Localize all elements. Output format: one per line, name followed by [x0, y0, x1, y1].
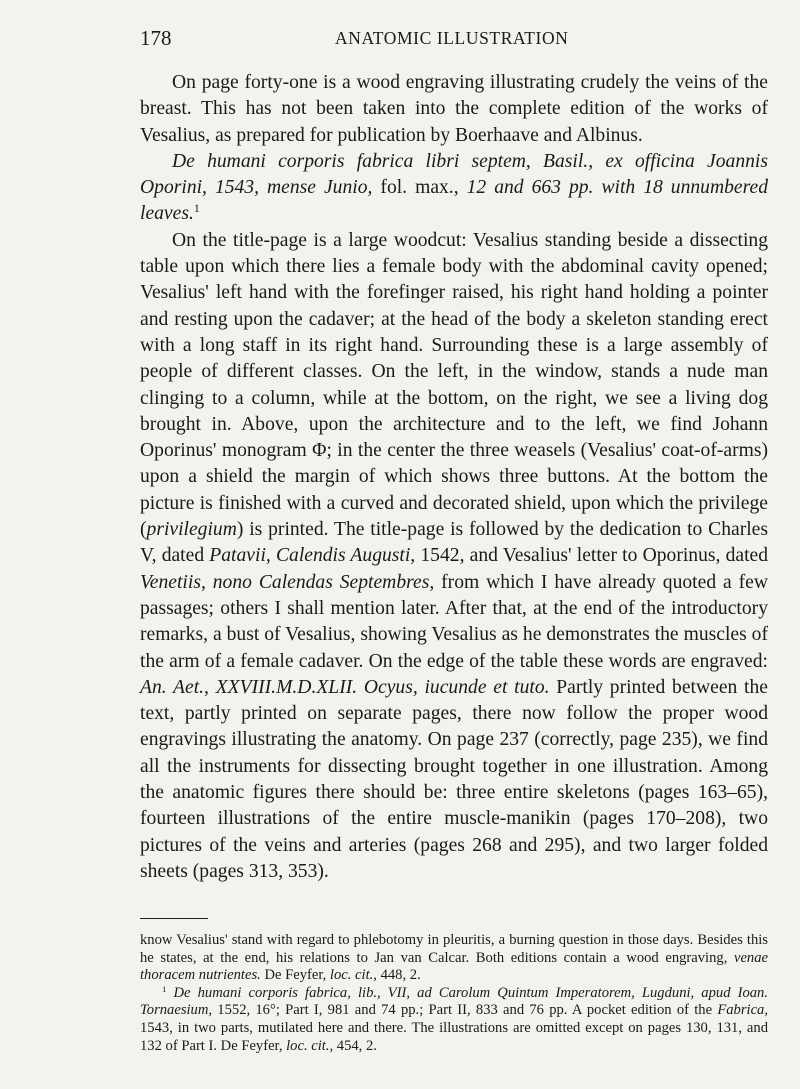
footnote-1-fabrica: Fabrica,: [717, 1002, 768, 1019]
footnote-1-text-a: 1552, 16°; Part I, 981 and 74 pp.; Part II, 833 and 76 pp. A pocket edition of the: [212, 1002, 718, 1019]
footnote-cont-loc: loc. cit.,: [329, 967, 377, 984]
table-inscription: An. Aet., XXVIII.M.D.XLII. Ocyus, iucunde et tuto.: [140, 676, 550, 698]
paragraph-2-citation: [140, 149, 768, 228]
footnote-cont-text-c: 448, 2.: [376, 967, 421, 984]
paragraph-3: [140, 228, 768, 885]
paragraph-3-text-c: 1542, and Vesalius' letter to Oporinus, dated: [415, 545, 769, 567]
paragraph-3-text-d: from which I have already quoted a few passages; others I shall mention later. After that, at the end of the introductory remarks, a bust of Vesalius, showing Vesalius as he demonstrates the muscles of the arm of a female cadaver. On the edge of the table these words are engraved:: [140, 571, 768, 672]
footnote-1-title: De humani corporis fabrica, lib., VII, ad Carolum Quintum Imperatorem, Lugduni, apud Ioan. Tornaesium,: [140, 984, 768, 1019]
paragraph-1: [140, 70, 768, 149]
page-number: 178: [140, 26, 172, 50]
citation-title: De humani corporis fabrica libri septem, Basil., ex officina Joannis Oporini, 1543, mense Junio,: [140, 150, 768, 199]
footnote-1-text-b: 1543, in two parts, mutilated here and there. The illustrations are omitted except on pages 130, 131, and 132 of Part I. De Feyfer,: [140, 1019, 768, 1054]
citation-pages: 12 and 663 pp. with 18 unnumbered leaves.: [140, 177, 769, 225]
letter-date: Venetiis, nono Calendas Septembres,: [140, 571, 435, 593]
footnote-1-text-c: 454, 2.: [333, 1037, 377, 1054]
privilegium-term: privilegium: [146, 519, 237, 541]
footnote-ref-1: 1: [193, 202, 200, 216]
paragraph-1-text: On page forty-one is a wood engraving illustrating crudely the veins of the breast. This has not been taken into the complete edition of the works of Vesalius, as prepared for publication by Boerhaave and Albinus.: [140, 72, 768, 146]
footnote-1: [140, 985, 768, 1055]
footnotes: [140, 932, 768, 1055]
footnote-continuation: [140, 932, 768, 985]
paragraph-3-text-b: ) is printed. The title-page is followed by the dedication to Charles V, dated: [140, 519, 768, 567]
footnote-cont-text-b: De Feyfer,: [260, 967, 330, 984]
footnote-rule: [140, 918, 208, 919]
footnote-1-mark: 1: [162, 983, 167, 994]
footnote-cont-text-a: know Vesalius' stand with regard to phlebotomy in pleuritis, a burning question in those days. Besides this he states, at the end, his relations to Jan van Calcar. Both editions contain a wood engraving,: [140, 932, 768, 966]
main-text: [140, 70, 768, 885]
dedication-date: Patavii, Calendis Augusti,: [209, 545, 416, 567]
citation-format: fol. max.,: [372, 177, 467, 199]
paragraph-3-text-a: On the title-page is a large woodcut: Vesalius standing beside a dissecting table upon which there lies a female body with the abdominal cavity opened; Vesalius' left hand with the forefinger raised, his right hand holding a pointer and resting upon the cadaver; at the head of the body a skeleton standing erect with a long staff in its right hand. Surrounding these is a large assembly of people of different classes. On the left, in the window, stands a nude man clinging to a column, while at the bottom, on the right, we see a living dog brought in. Above, upon the architecture and to the left, we find Johann Oporinus' monogram Φ; in the center the three weasels (Vesalius' coat-of-arms) upon a shield the margin of which shows three buttons. At the bottom the picture is finished with a curved and decorated shield, upon which the privilege (: [140, 229, 768, 541]
page-header: [140, 26, 770, 52]
footnote-1-loc: loc. cit.,: [286, 1037, 334, 1054]
footnote-cont-italic: venae thoracem nutrientes.: [140, 949, 768, 984]
paragraph-3-text-e: Partly printed between the text, partly printed on separate pages, there now follow the proper wood engravings illustrating the anatomy. On page 237 (correctly, page 235), we find all the instruments for dissecting brought together in one illustration. Among the anatomic figures there should be: three entire skeletons (pages 163–65), fourteen illustrations of the entire muscle-manikin (pages 170–208), two pictures of the veins and arteries (pages 268 and 295), and two larger folded sheets (pages 313, 353).: [140, 676, 768, 882]
running-title: ANATOMIC ILLUSTRATION: [335, 28, 569, 48]
